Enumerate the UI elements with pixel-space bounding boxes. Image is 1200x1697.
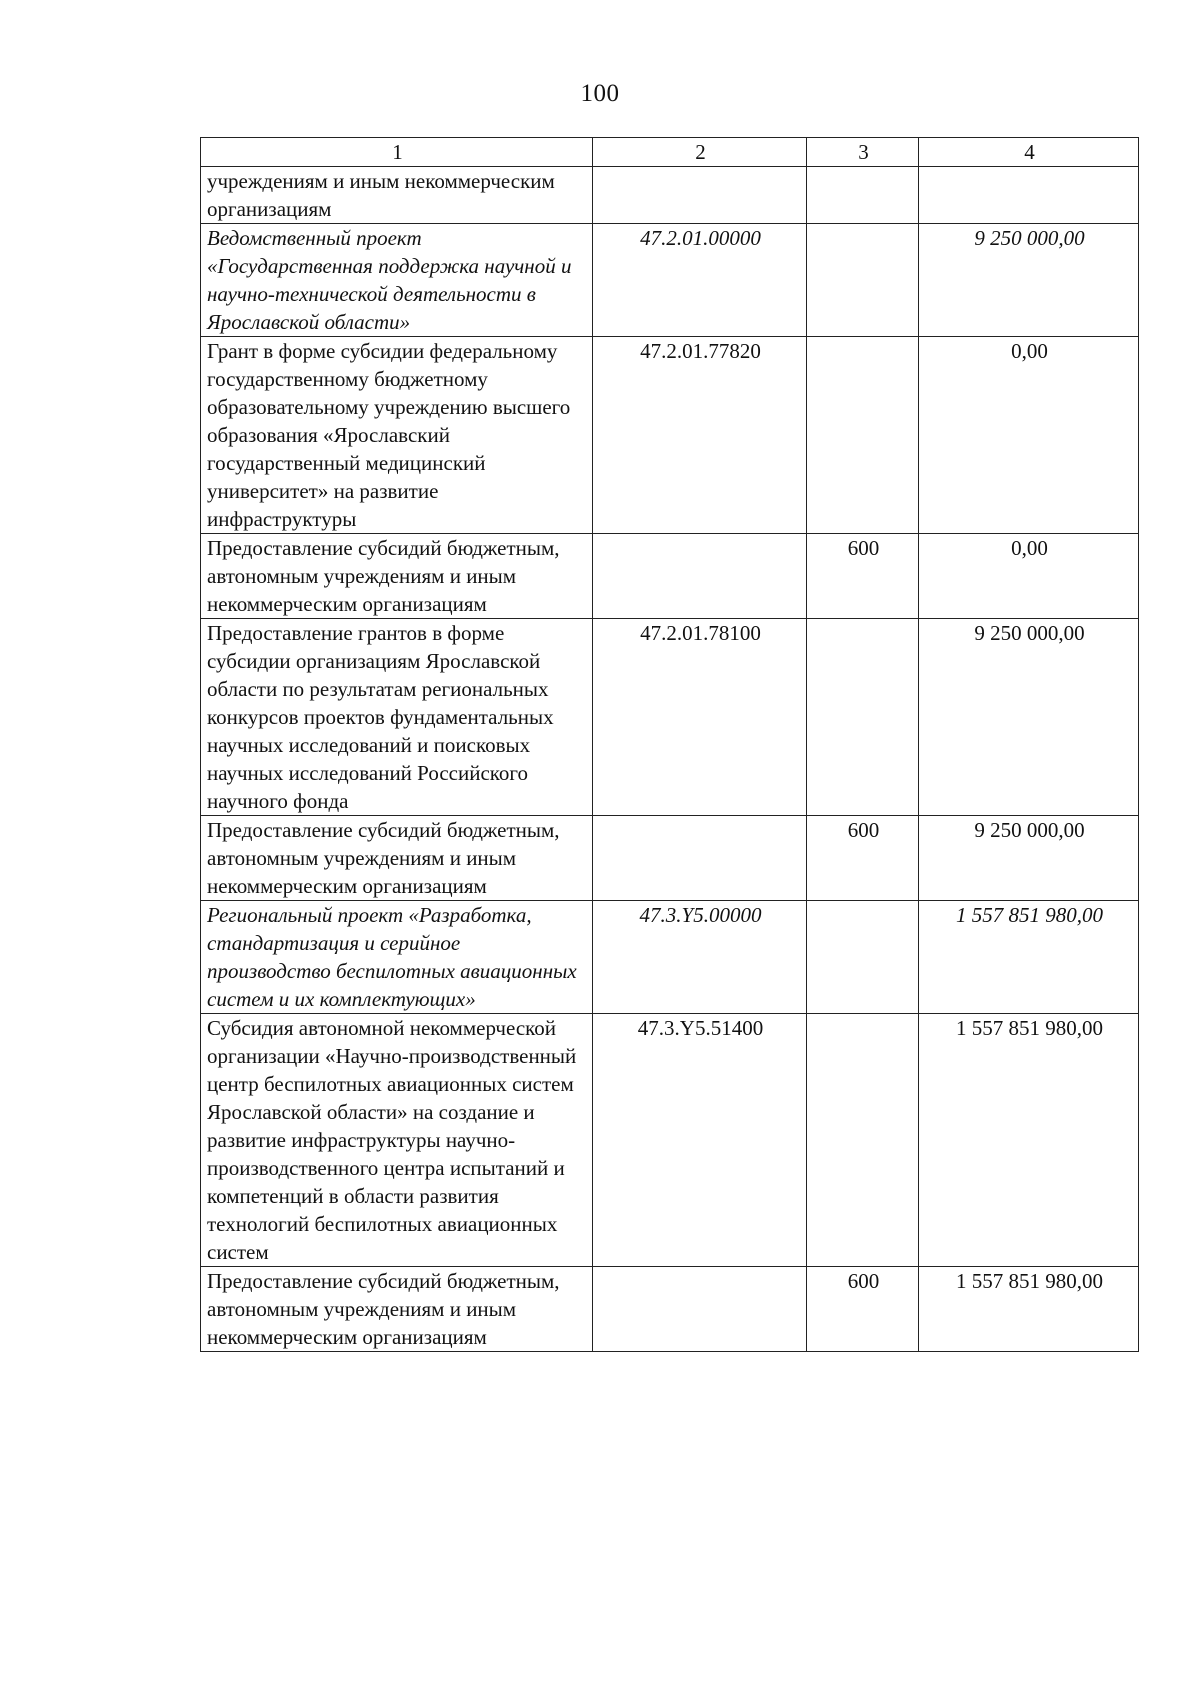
row-code: 47.3.Y5.51400 bbox=[593, 1014, 807, 1267]
header-col-4: 4 bbox=[919, 138, 1139, 167]
row-sum: 9 250 000,00 bbox=[919, 816, 1139, 901]
row-kvr bbox=[807, 619, 919, 816]
row-sum: 1 557 851 980,00 bbox=[919, 901, 1139, 1014]
row-code bbox=[593, 816, 807, 901]
row-sum: 9 250 000,00 bbox=[919, 224, 1139, 337]
table-row bbox=[201, 816, 1139, 901]
row-sum: 0,00 bbox=[919, 534, 1139, 619]
table-row bbox=[201, 534, 1139, 619]
row-code: 47.2.01.77820 bbox=[593, 337, 807, 534]
row-name: Региональный проект «Разработка, стандартизация и серийное производство беспилотных авиационных систем и их комплектующих» bbox=[201, 901, 593, 1014]
row-kvr: 600 bbox=[807, 534, 919, 619]
row-name: учреждениям и иным некоммерческим организациям bbox=[201, 167, 593, 224]
row-code bbox=[593, 167, 807, 224]
row-sum: 1 557 851 980,00 bbox=[919, 1267, 1139, 1352]
row-kvr bbox=[807, 167, 919, 224]
header-col-2: 2 bbox=[593, 138, 807, 167]
page-number: 100 bbox=[580, 80, 620, 107]
table-header-row bbox=[201, 138, 1139, 167]
row-kvr: 600 bbox=[807, 816, 919, 901]
table-row bbox=[201, 901, 1139, 1014]
row-code: 47.3.Y5.00000 bbox=[593, 901, 807, 1014]
row-code: 47.2.01.00000 bbox=[593, 224, 807, 337]
row-kvr: 600 bbox=[807, 1267, 919, 1352]
row-kvr bbox=[807, 901, 919, 1014]
row-name: Предоставление субсидий бюджетным, автономным учреждениям и иным некоммерческим организациям bbox=[201, 816, 593, 901]
row-kvr bbox=[807, 337, 919, 534]
row-sum: 9 250 000,00 bbox=[919, 619, 1139, 816]
table-row bbox=[201, 224, 1139, 337]
row-sum: 1 557 851 980,00 bbox=[919, 1014, 1139, 1267]
row-name: Ведомственный проект «Государственная поддержка научной и научно-технической деятельности в Ярославской области» bbox=[201, 224, 593, 337]
header-col-3: 3 bbox=[807, 138, 919, 167]
row-kvr bbox=[807, 1014, 919, 1267]
row-sum bbox=[919, 167, 1139, 224]
table-row bbox=[201, 1267, 1139, 1352]
row-name: Предоставление грантов в форме субсидии организациям Ярославской области по результатам региональных конкурсов проектов фундаментальных научных исследований и поисковых научных исследований Российского научного фонда bbox=[201, 619, 593, 816]
row-code bbox=[593, 534, 807, 619]
row-code: 47.2.01.78100 bbox=[593, 619, 807, 816]
table-row bbox=[201, 167, 1139, 224]
row-kvr bbox=[807, 224, 919, 337]
row-name: Предоставление субсидий бюджетным, автономным учреждениям и иным некоммерческим организациям bbox=[201, 1267, 593, 1352]
table-row bbox=[201, 1014, 1139, 1267]
table-row bbox=[201, 337, 1139, 534]
row-name: Предоставление субсидий бюджетным, автономным учреждениям и иным некоммерческим организациям bbox=[201, 534, 593, 619]
row-name: Субсидия автономной некоммерческой организации «Научно-производственный центр беспилотных авиационных систем Ярославской области» на создание и развитие инфраструктуры научно-производственного центра испытаний и компетенций в области развития технологий беспилотных авиационных систем bbox=[201, 1014, 593, 1267]
table-row bbox=[201, 619, 1139, 816]
header-col-1: 1 bbox=[201, 138, 593, 167]
row-sum: 0,00 bbox=[919, 337, 1139, 534]
row-code bbox=[593, 1267, 807, 1352]
row-name: Грант в форме субсидии федеральному государственному бюджетному образовательному учреждению высшего образования «Ярославский государственный медицинский университет» на развитие инфраструктуры bbox=[201, 337, 593, 534]
budget-table bbox=[200, 137, 1139, 1352]
